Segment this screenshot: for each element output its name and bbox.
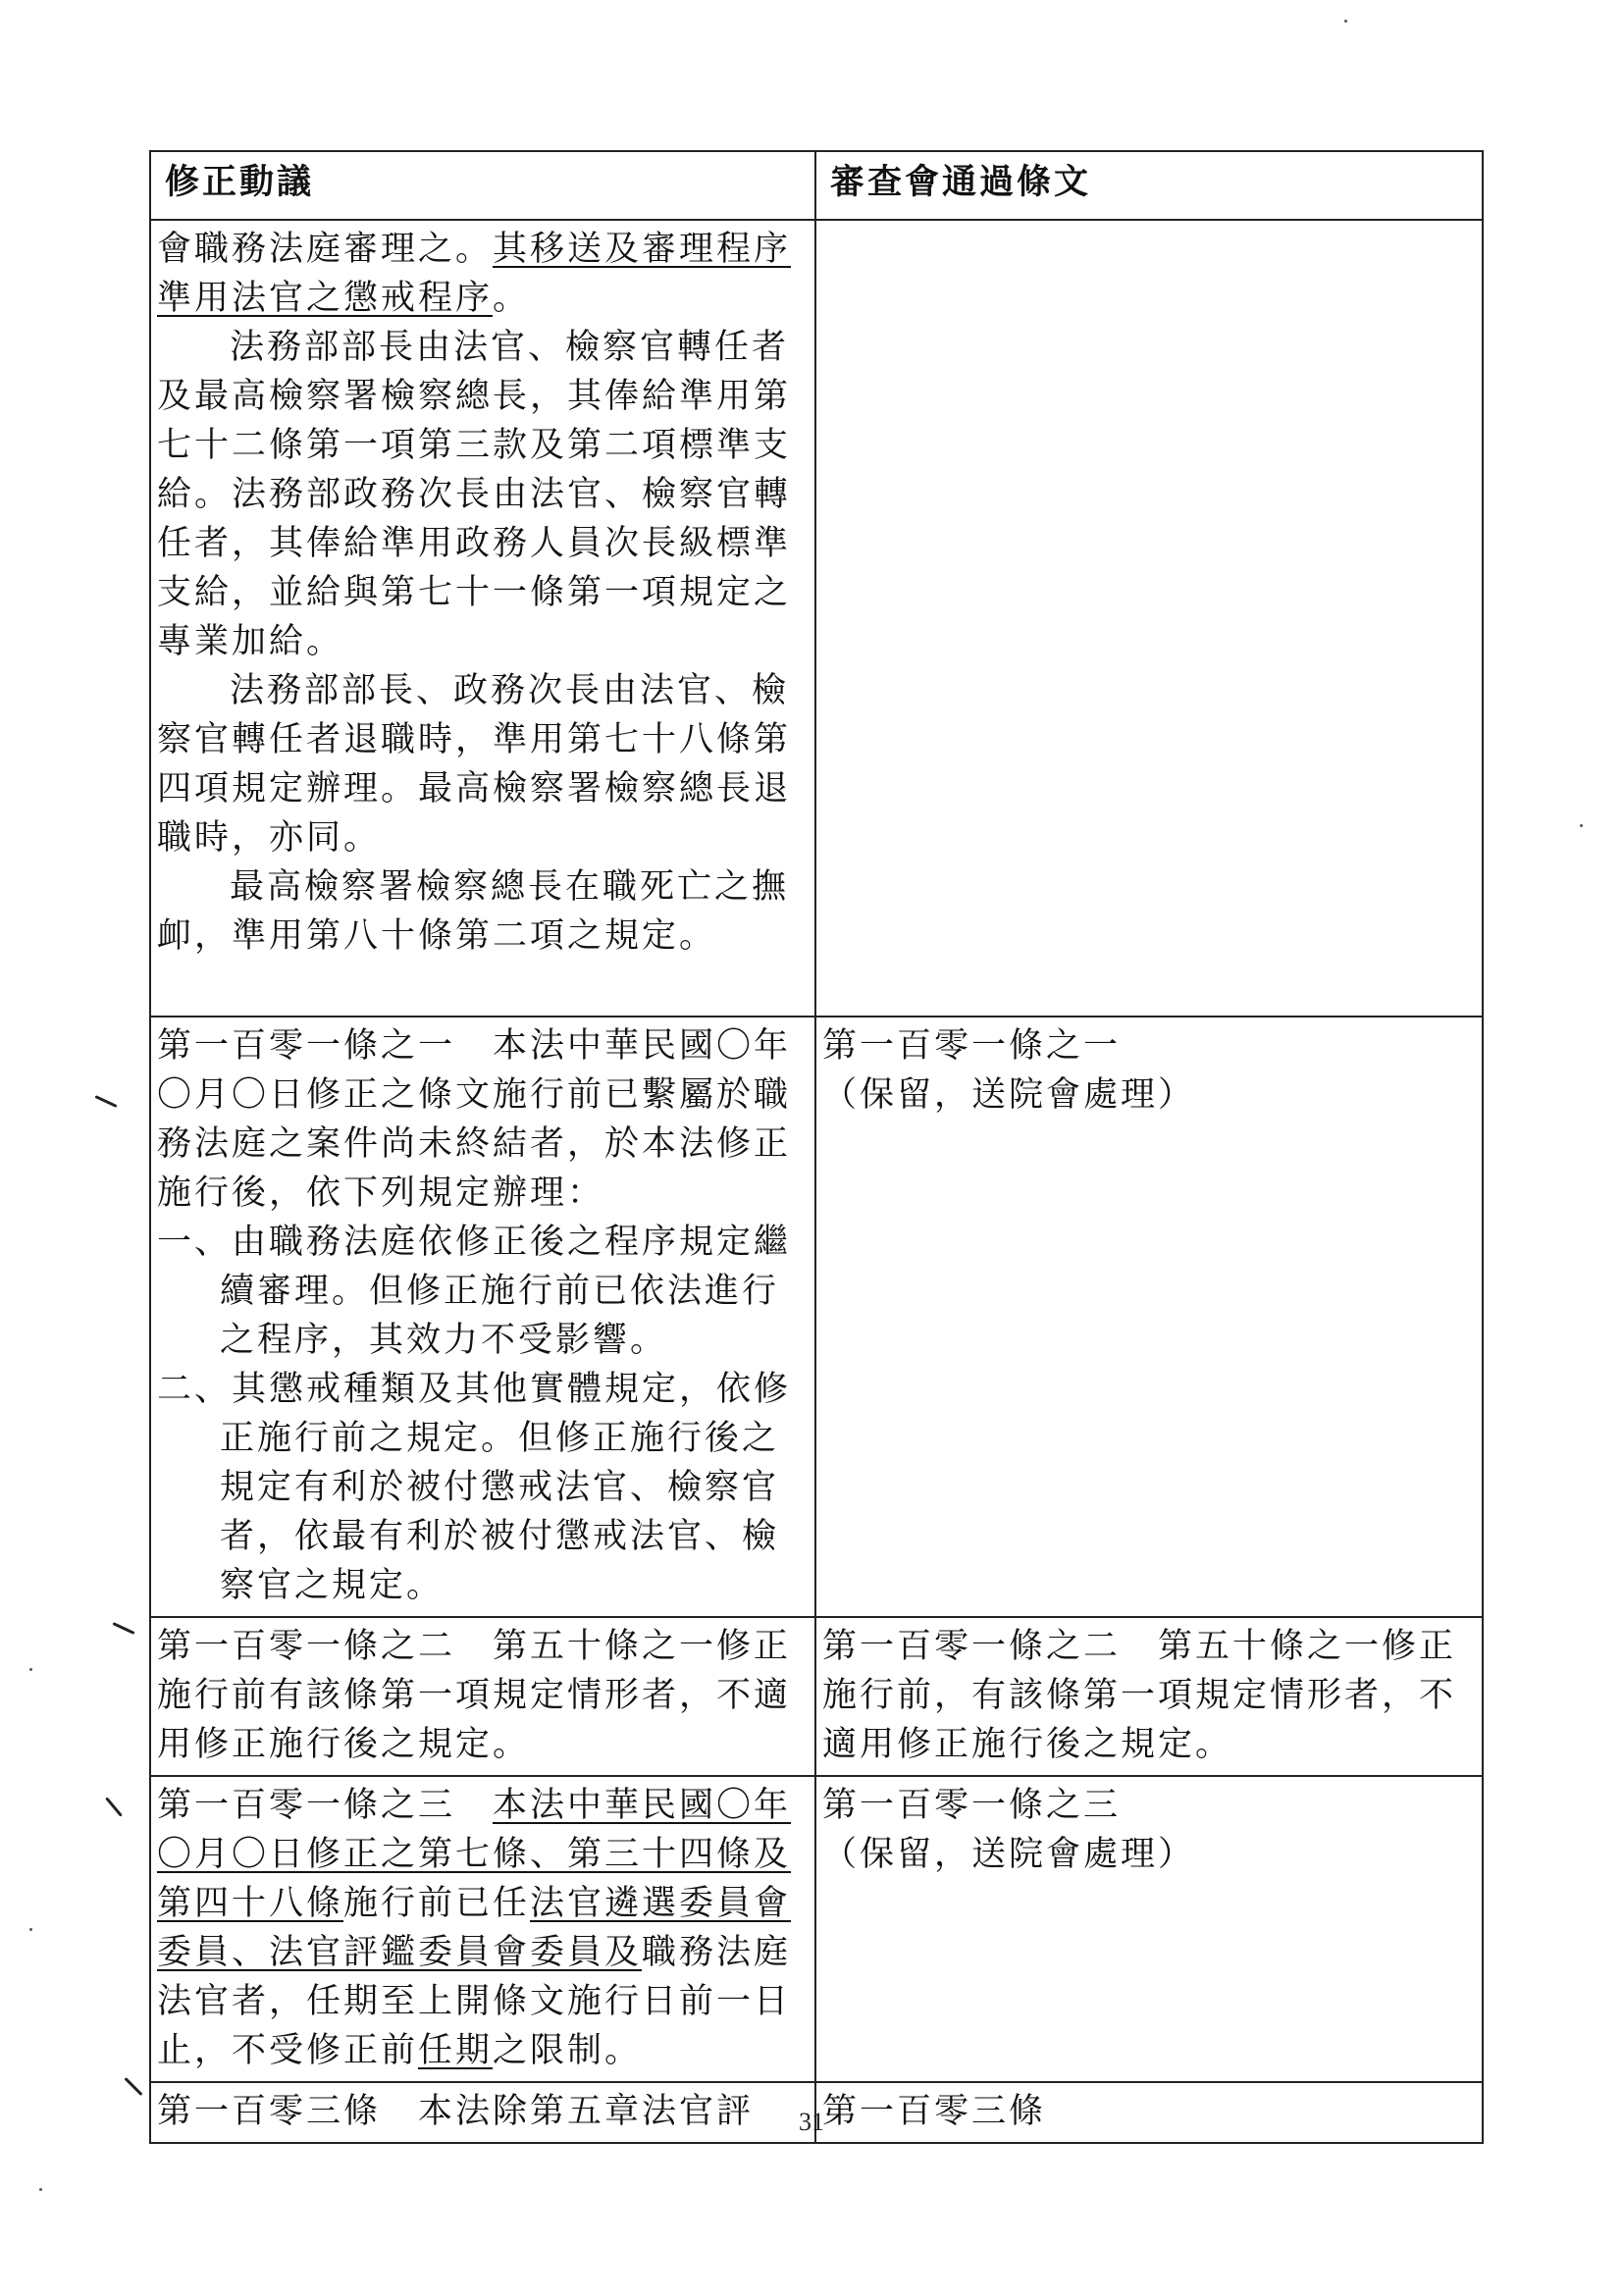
page-number: 31 [799,2108,824,2136]
table-row [150,220,1483,1017]
table-header-row [150,151,1483,220]
margin-mark [124,2077,142,2096]
row2-right-line1: 第一百零一條之一 [822,1026,1122,1066]
table-row [150,1017,1483,1617]
scan-speck [1580,824,1583,827]
row1-left-cell [150,220,815,1017]
row4-left-cell: 第一百零一條之三 本法中華民國〇年〇月〇日修正之第七條、第三十四條及第四十八條施行前已任法官遴選委員會委員、法官評鑑委員會委員及職務法庭法官者，任期至上開條文施行日前一日止，不受修正前任期之限制。 [150,1776,815,2082]
scan-speck [29,1928,32,1931]
row4-right-line2: （保留，送院會處理） [822,1835,1196,1874]
margin-mark [105,1797,123,1816]
row4-right-cell [815,1776,1483,2082]
underlined-amendment: 任期 [418,2031,494,2070]
row1-para1: 會職務法庭審理之。其移送及審理程序準用法官之懲戒程序。 [157,230,792,318]
scan-speck [1344,20,1347,23]
margin-mark [94,1095,117,1108]
row1-para3: 法務部部長、政務次長由法官、檢察官轉任者退職時，準用第七十八條第四項規定辦理。最高檢察署檢察總長退職時，亦同。 [157,671,792,858]
row1-para4: 最高檢察署檢察總長在職死亡之撫卹，準用第八十條第二項之規定。 [157,867,790,956]
table-row [150,1617,1483,1776]
row5-left-cell: 第一百零三條 本法除第五章法官評 [150,2082,815,2143]
row3-left-cell: 第一百零一條之二 第五十條之一修正施行前有該條第一項規定情形者，不適用修正施行後之規定。 [150,1617,815,1776]
row1-right-cell [815,220,1483,1017]
row4-right-line1: 第一百零一條之三 [822,1786,1122,1825]
row2-intro: 第一百零一條之一 本法中華民國〇年〇月〇日修正之條文施行前已繫屬於職務法庭之案件尚未終結者，於本法修正施行後，依下列規定辦理： [157,1026,792,1213]
underlined-amendment: 本法中華民國〇年〇月〇日修正之第七條、第三十四條及第四十八條 [157,1786,792,1923]
header-amendment-motion: 修正動議 [150,151,815,220]
header-committee-approved: 審查會通過條文 [815,151,1483,220]
row5-right-cell: 第一百零三條 [815,2082,1483,2143]
margin-mark [112,1622,134,1635]
scan-speck [29,1668,32,1671]
comparison-table [149,150,1484,2144]
row1-para2: 法務部部長由法官、檢察官轉任者及最高檢察署檢察總長，其俸給準用第七十二條第一項第三款及第二項標準支給。法務部政務次長由法官、檢察官轉任者，其俸給準用政務人員次長級標準支給，並給與第七十一條第一項規定之專業加給。 [157,328,792,661]
row2-right-line2: （保留，送院會處理） [822,1075,1196,1115]
table-row [150,1776,1483,2082]
scan-speck [39,2188,42,2191]
underlined-amendment: 法官遴選委員會委員、法官評鑑委員會委員及 [157,1884,792,1972]
row3-right-cell: 第一百零一條之二 第五十條之一修正施行前，有該條第一項規定情形者，不適用修正施行後之規定。 [815,1617,1483,1776]
row2-left-cell [150,1017,815,1617]
row2-right-cell [815,1017,1483,1617]
row2-item2: 二、其懲戒種類及其他實體規定，依修正施行前之規定。但修正施行後之規定有利於被付懲戒法官、檢察官者，依最有利於被付懲戒法官、檢察官之規定。 [157,1370,792,1605]
underlined-amendment: 其移送及審理程序準用法官之懲戒程序 [157,230,792,318]
row2-item1: 一、由職務法庭依修正後之程序規定繼續審理。但修正施行前已依法進行之程序，其效力不受影響。 [157,1223,792,1360]
